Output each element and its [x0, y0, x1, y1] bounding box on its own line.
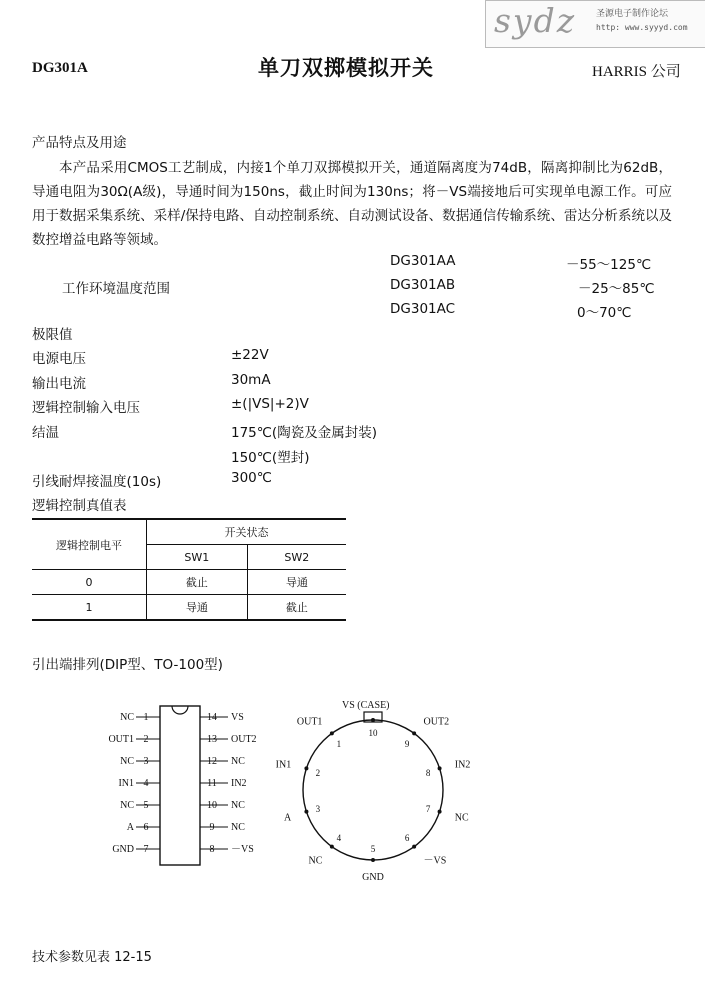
dip-pin-name: A — [126, 822, 134, 833]
limit-name: 电源电压 — [32, 351, 86, 367]
to100-pin-name: NC — [454, 812, 469, 824]
features-paragraph: 本产品采用CMOS工艺制成，内接1个单刀双掷模拟开关，通道隔离度为74dB，隔离抑制比为62dB，导通电阻为30Ω(A级)，导通时间为150ns，截止时间为130ns；将－VS端接地后可实现单电源工作。可应用于数据采集系统、采样/保持电路、自动控制系统、自动测试设备、数据通信传输系统、雷达分析系统以及数控增益电路等领域。 — [32, 160, 672, 248]
dip-pin-number: 12 — [207, 756, 217, 767]
to100-case-label: VS (CASE) — [342, 700, 390, 711]
dip-package-diagram — [108, 706, 256, 865]
to100-pin-name: OUT2 — [423, 716, 450, 728]
to100-pin-name: NC — [308, 855, 323, 867]
dip-pin-name: －VS — [231, 844, 254, 855]
dip-notch — [172, 706, 188, 714]
col-sw1: SW1 — [147, 545, 248, 570]
to100-pin-dot — [371, 718, 375, 722]
grade-range: －25～85℃ — [578, 281, 655, 297]
dip-pin-name: VS — [231, 712, 244, 723]
cell-sw1: 截止 — [147, 570, 248, 595]
dip-pin-number: 9 — [209, 822, 215, 833]
to100-pin-dot — [371, 858, 375, 862]
dip-pin-name: NC — [231, 756, 245, 767]
dip-pin-name: IN1 — [118, 778, 134, 789]
company-name: HARRIS 公司 — [592, 64, 681, 80]
dip-pin-name: NC — [120, 712, 134, 723]
dip-pin-name: GND — [112, 844, 134, 855]
grade-range: 0～70℃ — [577, 305, 632, 321]
to100-pin-dot — [330, 845, 334, 849]
dip-pin-name: IN2 — [231, 778, 247, 789]
dip-pin-number: 13 — [207, 734, 217, 745]
dip-pin-number: 2 — [143, 734, 149, 745]
col-logic-level: 逻辑控制电平 — [32, 519, 147, 570]
dip-pin-number: 8 — [209, 844, 215, 855]
to100-body — [303, 720, 443, 860]
grade-model: DG301AC — [390, 301, 456, 317]
limit-name: 引线耐焊接温度(10s) — [32, 474, 162, 490]
to100-pin-name: GND — [362, 872, 384, 883]
dip-pin-number: 5 — [143, 800, 149, 811]
to100-pin-number: 6 — [404, 832, 410, 843]
dip-pin-number: 7 — [143, 844, 149, 855]
truth-table-heading: 逻辑控制真值表 — [32, 498, 127, 514]
limit-value: 30mA — [231, 372, 271, 388]
dip-pin-number: 11 — [207, 778, 217, 789]
to100-pin-name: A — [283, 812, 292, 824]
to100-pin-number: 4 — [336, 832, 342, 843]
cell-level: 0 — [32, 570, 147, 595]
footer-note: 技术参数见表 12-15 — [32, 950, 152, 965]
watermark-url: http: www.syyyd.com — [596, 23, 688, 32]
to100-package-diagram — [276, 700, 471, 883]
limits-heading: 极限值 — [32, 327, 73, 343]
to100-pin-number: 5 — [370, 844, 376, 854]
cell-sw2: 导通 — [247, 570, 346, 595]
to100-pin-number: 7 — [425, 803, 431, 814]
to100-pin-number: 8 — [425, 768, 431, 779]
grade-model: DG301AB — [390, 277, 456, 293]
grade-range: －55～125℃ — [566, 257, 652, 273]
to100-pin-dot — [438, 766, 442, 770]
dip-pin-number: 4 — [143, 778, 149, 789]
pinout-heading: 引出端排列(DIP型、TO-100型) — [32, 657, 223, 673]
limit-value: ±22V — [231, 347, 269, 363]
to100-pin-name: IN2 — [454, 759, 471, 771]
to100-pin-dot — [412, 731, 416, 735]
dip-pin-number: 6 — [143, 822, 149, 833]
limit-name: 输出电流 — [32, 376, 86, 392]
limit-name: 结温 — [32, 425, 59, 441]
limit-name: 逻辑控制输入电压 — [32, 400, 140, 416]
to100-pin-number: 1 — [336, 739, 342, 750]
limit-value: 300℃ — [231, 470, 272, 486]
to100-pin-number: 9 — [404, 739, 410, 750]
cell-sw2: 截止 — [285, 601, 308, 614]
to100-pin-number: 10 — [368, 728, 378, 738]
to100-pin-dot — [304, 766, 308, 770]
dip-pin-number: 3 — [143, 756, 149, 767]
to100-pin-name: －VS — [423, 855, 447, 867]
model-number: DG301A — [32, 60, 88, 76]
dip-pin-number: 1 — [143, 712, 149, 723]
dip-pin-name: OUT1 — [108, 734, 134, 745]
features-heading: 产品特点及用途 — [32, 135, 127, 151]
dip-pin-name: NC — [231, 800, 245, 811]
to100-pin-number: 3 — [315, 803, 321, 814]
cell-sw1: 导通 — [147, 595, 248, 621]
to100-pin-name: OUT1 — [296, 716, 323, 728]
limit-value: 175℃(陶瓷及金属封装) — [231, 425, 377, 441]
dip-pin-name: OUT2 — [231, 734, 257, 745]
watermark-site-name: 圣源电子制作论坛 — [596, 9, 669, 19]
col-switch-state: 开关状态 — [147, 519, 347, 545]
watermark-logo: sydz — [494, 1, 577, 40]
to100-pin-number: 2 — [315, 768, 321, 779]
dip-pin-name: NC — [120, 756, 134, 767]
to100-pin-dot — [438, 810, 442, 814]
limit-value: ±(|VS|+2)V — [231, 396, 309, 412]
dip-pin-name: NC — [120, 800, 134, 811]
to100-pin-name: IN1 — [275, 759, 292, 771]
to100-pin-dot — [304, 810, 308, 814]
col-sw2: SW2 — [247, 545, 346, 570]
grade-model: DG301AA — [390, 253, 456, 269]
dip-pin-number: 14 — [207, 712, 217, 723]
to100-pin-dot — [412, 845, 416, 849]
temperature-label: 工作环境温度范围 — [62, 281, 170, 297]
cell-level: 1 — [32, 595, 147, 621]
page-title: 单刀双掷模拟开关 — [258, 56, 434, 80]
to100-pin-dot — [330, 731, 334, 735]
dip-pin-number: 10 — [207, 800, 217, 811]
dip-pin-name: NC — [231, 822, 245, 833]
limit-value: 150℃(塑封) — [231, 450, 310, 466]
dip-body — [160, 706, 200, 865]
